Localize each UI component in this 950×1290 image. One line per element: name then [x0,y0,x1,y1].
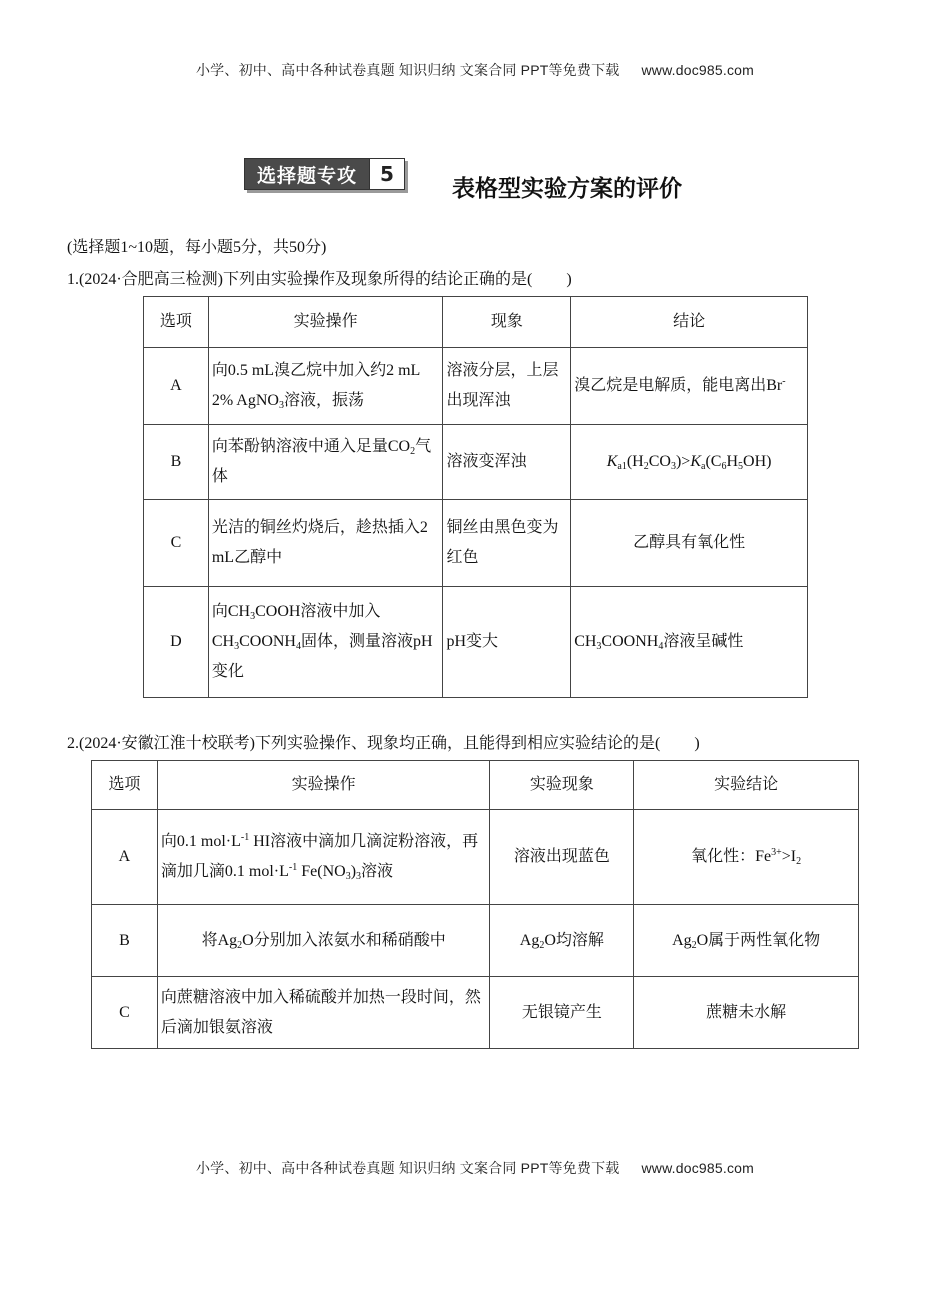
row-operation: 向0.5 mL溴乙烷中加入约2 mL 2% AgNO$_3$溶液，振荡 [208,348,443,425]
table-row [144,348,808,425]
row-conclusion: 蔗糖未水解 [634,977,859,1049]
row-operation: 将$Ag_2O$分别加入浓氨水和稀硝酸中 [157,905,490,977]
table-header-row [92,761,859,810]
banner-text: 小学、初中、高中各种试卷真题 知识归纳 文案合同 PPT等免费下载 [195,62,620,78]
row-operation: 光洁的铜丝灼烧后，趁热插入2 mL乙醇中 [208,500,443,587]
row-conclusion: $K_{a1}(H_2CO_3)>K_a(C_6H_5OH)$ [571,425,808,500]
header-phenomenon: 现象 [443,297,571,348]
header-option: 选项 [92,761,158,810]
answer-paren-close: ) [566,271,572,288]
row-option: C [92,977,158,1049]
question-1-stem [67,266,572,289]
table-row [144,425,808,500]
row-phenomenon: 无银镜产生 [490,977,634,1049]
row-option: A [92,810,158,905]
row-conclusion: 氧化性：$Fe^{3+}>I_2$ [634,810,859,905]
question-stem-text: 2.(2024·安徽江淮十校联考)下列实验操作、现象均正确，且能得到相应实验结论的是( [67,735,661,752]
header-operation: 实验操作 [208,297,443,348]
header-phenomenon: 实验现象 [490,761,634,810]
question-stem-text: 1.(2024·合肥高三检测)下列由实验操作及现象所得的结论正确的是( [67,271,533,288]
table-row [144,500,808,587]
table-row [92,810,859,905]
header-conclusion: 结论 [571,297,808,348]
top-banner [0,60,950,80]
header-operation: 实验操作 [157,761,490,810]
row-option: A [144,348,209,425]
row-phenomenon: $Ag_2O$均溶解 [490,905,634,977]
row-conclusion: 溴乙烷是电解质，能电离出Br- [571,348,808,425]
table-header-row [144,297,808,348]
table-row [92,977,859,1049]
header-conclusion: 实验结论 [634,761,859,810]
row-operation: 向苯酚钠溶液中通入足量$CO_2$气体 [208,425,443,500]
row-operation: 向$CH_3COOH$溶液中加入$CH_3COONH_4$固体，测量溶液pH变化 [208,587,443,698]
row-phenomenon: 溶液出现蓝色 [490,810,634,905]
table-row [144,587,808,698]
row-operation: 向蔗糖溶液中加入稀硫酸并加热一段时间，然后滴加银氨溶液 [157,977,490,1049]
row-phenomenon: pH变大 [443,587,571,698]
section-tag-label: 选择题专攻 [245,159,369,189]
banner-url[interactable]: www.doc985.com [641,62,755,78]
row-phenomenon: 铜丝由黑色变为红色 [443,500,571,587]
table-row [92,905,859,977]
question-2-table [91,760,859,1049]
bottom-banner [0,1158,950,1178]
row-option: D [144,587,209,698]
row-option: C [144,500,209,587]
instructions: (选择题1~10题，每小题5分，共50分) [67,239,327,256]
row-option: B [92,905,158,977]
row-phenomenon: 溶液变浑浊 [443,425,571,500]
row-phenomenon: 溶液分层，上层出现浑浊 [443,348,571,425]
question-1-table [143,296,808,698]
page-title: 表格型实验方案的评价 [452,176,682,202]
section-tag [244,158,405,190]
row-option: B [144,425,209,500]
banner-text: 小学、初中、高中各种试卷真题 知识归纳 文案合同 PPT等免费下载 [195,1160,620,1176]
row-operation: 向0.1 $mol\cdot L^{-1}$ HI溶液中滴加几滴淀粉溶液，再滴加几滴0.1 $mol\cdot L^{-1}$ $Fe(NO_3)_3$溶液 [157,810,490,905]
header-option: 选项 [144,297,209,348]
question-2-stem [67,730,700,753]
section-tag-number: 5 [369,159,404,189]
row-conclusion: 乙醇具有氧化性 [571,500,808,587]
row-conclusion: $Ag_2O$属于两性氧化物 [634,905,859,977]
answer-paren-close: ) [694,735,700,752]
row-conclusion: $CH_3COONH_4$溶液呈碱性 [571,587,808,698]
banner-url[interactable]: www.doc985.com [641,1160,755,1176]
